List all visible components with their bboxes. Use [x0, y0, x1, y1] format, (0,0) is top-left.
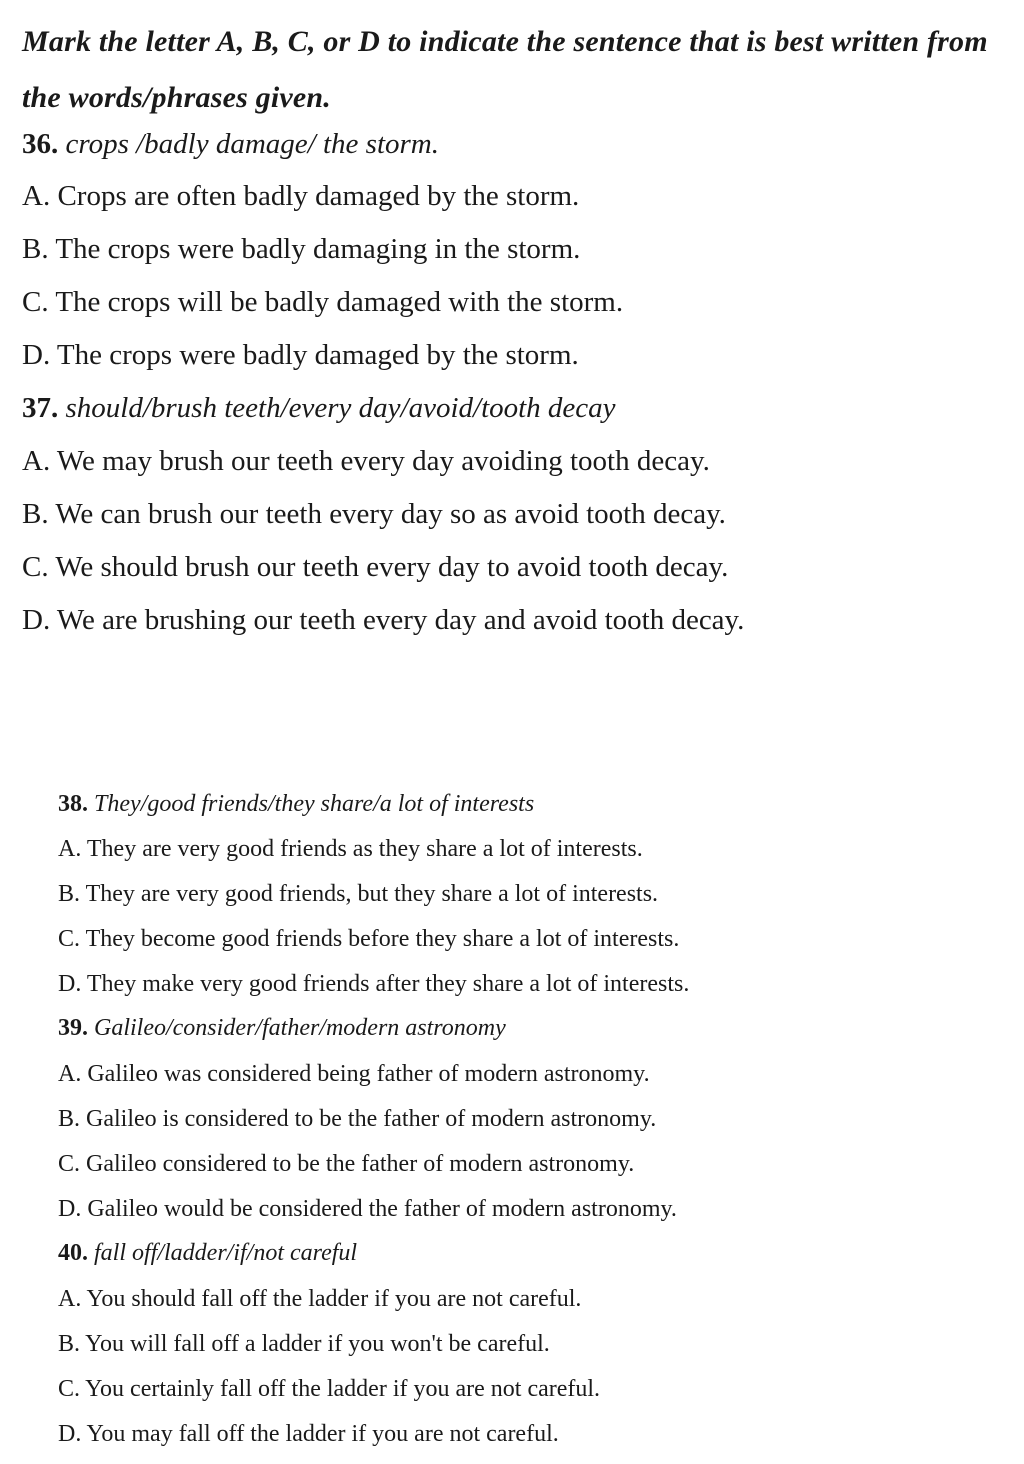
- question-prompt: They/good friends/they share/a lot of interests: [94, 791, 535, 817]
- q37-option-d: D. We are brushing our teeth every day and avoid tooth decay.: [22, 604, 745, 636]
- q39-option-b: B. Galileo is considered to be the father of modern astronomy.: [58, 1106, 657, 1132]
- q39-option-c: C. Galileo considered to be the father of modern astronomy.: [58, 1151, 635, 1177]
- q40-option-d: D. You may fall off the ladder if you are not careful.: [58, 1421, 559, 1447]
- question-prompt: crops /badly damage/ the storm.: [65, 128, 439, 160]
- q36-option-b: B. The crops were badly damaging in the storm.: [22, 233, 581, 265]
- question-number: 39.: [58, 1015, 88, 1041]
- question-number: 38.: [58, 791, 88, 817]
- question-prompt: fall off/ladder/if/not careful: [94, 1240, 358, 1266]
- question-number: 40.: [58, 1240, 88, 1266]
- q37-option-b: B. We can brush our teeth every day so as avoid tooth decay.: [22, 498, 726, 530]
- instruction-text: Mark the letter A, B, C, or D to indicate the sentence that is best written from the words/phrases given.: [22, 25, 988, 114]
- q36-option-a: A. Crops are often badly damaged by the storm.: [22, 180, 580, 212]
- question-number: 36.: [22, 128, 59, 160]
- q40-option-b: B. You will fall off a ladder if you won't be careful.: [58, 1331, 550, 1357]
- q37-option-c: C. We should brush our teeth every day to avoid tooth decay.: [22, 551, 729, 583]
- q36-option-c: C. The crops will be badly damaged with the storm.: [22, 286, 624, 318]
- q36-option-d: D. The crops were badly damaged by the storm.: [22, 339, 579, 371]
- q38-option-d: D. They make very good friends after they share a lot of interests.: [58, 971, 690, 997]
- question-37-header: [22, 392, 616, 425]
- q37-option-a: A. We may brush our teeth every day avoiding tooth decay.: [22, 445, 710, 477]
- q39-option-a: A. Galileo was considered being father of modern astronomy.: [58, 1061, 650, 1087]
- q40-option-c: C. You certainly fall off the ladder if you are not careful.: [58, 1376, 601, 1402]
- question-36-header: [22, 128, 439, 161]
- q40-option-a: A. You should fall off the ladder if you are not careful.: [58, 1286, 582, 1312]
- q38-option-c: C. They become good friends before they share a lot of interests.: [58, 926, 680, 952]
- q38-option-b: B. They are very good friends, but they share a lot of interests.: [58, 881, 659, 907]
- question-39-header: [58, 1015, 506, 1042]
- question-prompt: should/brush teeth/every day/avoid/tooth decay: [65, 392, 616, 424]
- question-38-header: [58, 791, 534, 818]
- question-40-header: [58, 1240, 357, 1267]
- question-number: 37.: [22, 392, 59, 424]
- question-prompt: Galileo/consider/father/modern astronomy: [94, 1015, 506, 1041]
- q38-option-a: A. They are very good friends as they share a lot of interests.: [58, 836, 643, 862]
- q39-option-d: D. Galileo would be considered the father of modern astronomy.: [58, 1196, 677, 1222]
